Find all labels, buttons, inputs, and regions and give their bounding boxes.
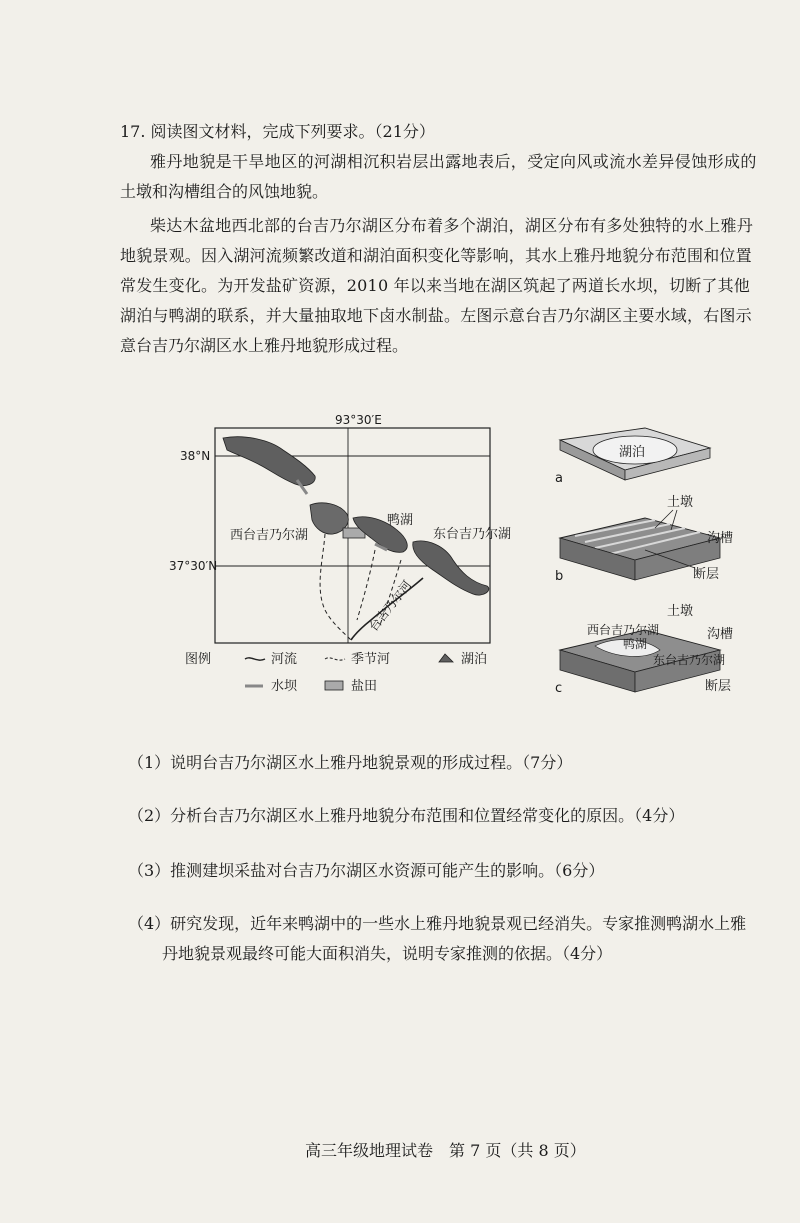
seasonal-river-2 [357, 550, 375, 620]
east-lake-label: 东台吉乃尔湖 [433, 527, 512, 542]
subquestion-2: （2）分析台吉乃尔湖区水上雅丹地貌分布范围和位置经常变化的原因。（4分） [128, 806, 685, 825]
west-lake-shape [310, 503, 348, 534]
material-paragraph-1-line-2: 土墩和沟槽组合的风蚀地貌。 [120, 182, 329, 201]
legend-seasonal: 季节河 [351, 652, 391, 667]
stage-c-fault-label: 断层 [705, 679, 732, 694]
stage-a-lake-label: 湖泊 [619, 445, 646, 460]
west-lake-label: 西台吉乃尔湖 [230, 528, 309, 543]
material-paragraph-2-line-1: 柴达木盆地西北部的台吉乃尔湖区分布着多个湖泊，湖区分布有多处独特的水上雅丹 [150, 216, 754, 235]
map-legend [185, 651, 487, 694]
material-paragraph-1-line-1: 雅丹地貌是干旱地区的河湖相沉积岩层出露地表后，受定向风或流水差异侵蚀形成的 [150, 152, 757, 171]
river-label: 台吉乃尔河 [366, 577, 415, 634]
legend-lake-symbol [439, 654, 453, 662]
lake-map [169, 413, 511, 694]
stage-a-label: a [555, 471, 563, 486]
subquestion-4-line-1: （4）研究发现，近年来鸭湖中的一些水上雅丹地貌景观已经消失。专家推测鸭湖水上雅 [128, 914, 747, 933]
subquestion-1: （1）说明台吉乃尔湖区水上雅丹地貌景观的形成过程。（7分） [128, 753, 573, 772]
legend-salt: 盐田 [351, 679, 378, 694]
stage-c-trench-label: 沟槽 [707, 627, 734, 642]
material-paragraph-2-line-4: 湖泊与鸭湖的联系，并大量抽取地下卤水制盐。左图示意台吉乃尔湖区主要水域，右图示 [120, 306, 752, 325]
stage-c-mound-label: 土墩 [667, 604, 694, 619]
stage-c-east-label: 东台吉乃尔湖 [653, 653, 726, 667]
legend-seasonal-symbol [325, 658, 345, 660]
formation-diagram [555, 428, 733, 696]
longitude-label: 93°30′E [335, 413, 382, 427]
east-lake-shape [413, 541, 489, 595]
stage-c-label: c [555, 681, 563, 696]
legend-dam: 水坝 [271, 679, 298, 694]
material-paragraph-2-line-5: 意台吉乃尔湖区水上雅丹地貌形成过程。 [120, 336, 409, 355]
subquestion-4-line-2: 丹地貌景观最终可能大面积消失，说明专家推测的依据。（4分） [162, 944, 613, 963]
material-paragraph-2-line-3: 常发生变化。为开发盐矿资源，2010 年以来当地在湖区筑起了两道长水坝，切断了其他 [120, 276, 751, 295]
stage-b-mound-label: 土墩 [667, 495, 694, 510]
seasonal-river-1 [320, 534, 351, 640]
stage-a [555, 428, 710, 486]
legend-title: 图例 [185, 652, 212, 667]
duck-lake-label: 鸭湖 [387, 513, 414, 528]
legend-salt-symbol [325, 681, 343, 690]
stage-c-duck-label: 鸭湖 [623, 637, 648, 651]
subquestion-3: （3）推测建坝采盐对台吉乃尔湖区水资源可能产生的影响。（6分） [128, 861, 605, 880]
legend-lake: 湖泊 [461, 652, 488, 667]
figure [169, 410, 785, 710]
stage-c [555, 603, 733, 696]
legend-river: 河流 [271, 652, 298, 667]
north-lake-shape [223, 437, 315, 486]
stage-c-west-label: 西台吉乃尔湖 [587, 623, 660, 637]
material-paragraph-2-line-2: 地貌景观。因入湖河流频繁改道和湖泊面积变化等影响，其水上雅丹地貌分布范围和位置 [120, 246, 752, 265]
stage-b [555, 494, 733, 584]
latitude-label-3730: 37°30′N [169, 559, 218, 573]
stage-b-label: b [555, 569, 564, 584]
stage-b-trench-label: 沟槽 [707, 531, 734, 546]
stage-b-fault-label: 断层 [693, 567, 720, 582]
legend-river-symbol [245, 658, 265, 660]
latitude-label-38: 38°N [180, 449, 211, 463]
question-header: 17. 阅读图文材料，完成下列要求。（21分） [120, 122, 435, 141]
page-footer: 高三年级地理试卷 第 7 页（共 8 页） [305, 1141, 586, 1160]
